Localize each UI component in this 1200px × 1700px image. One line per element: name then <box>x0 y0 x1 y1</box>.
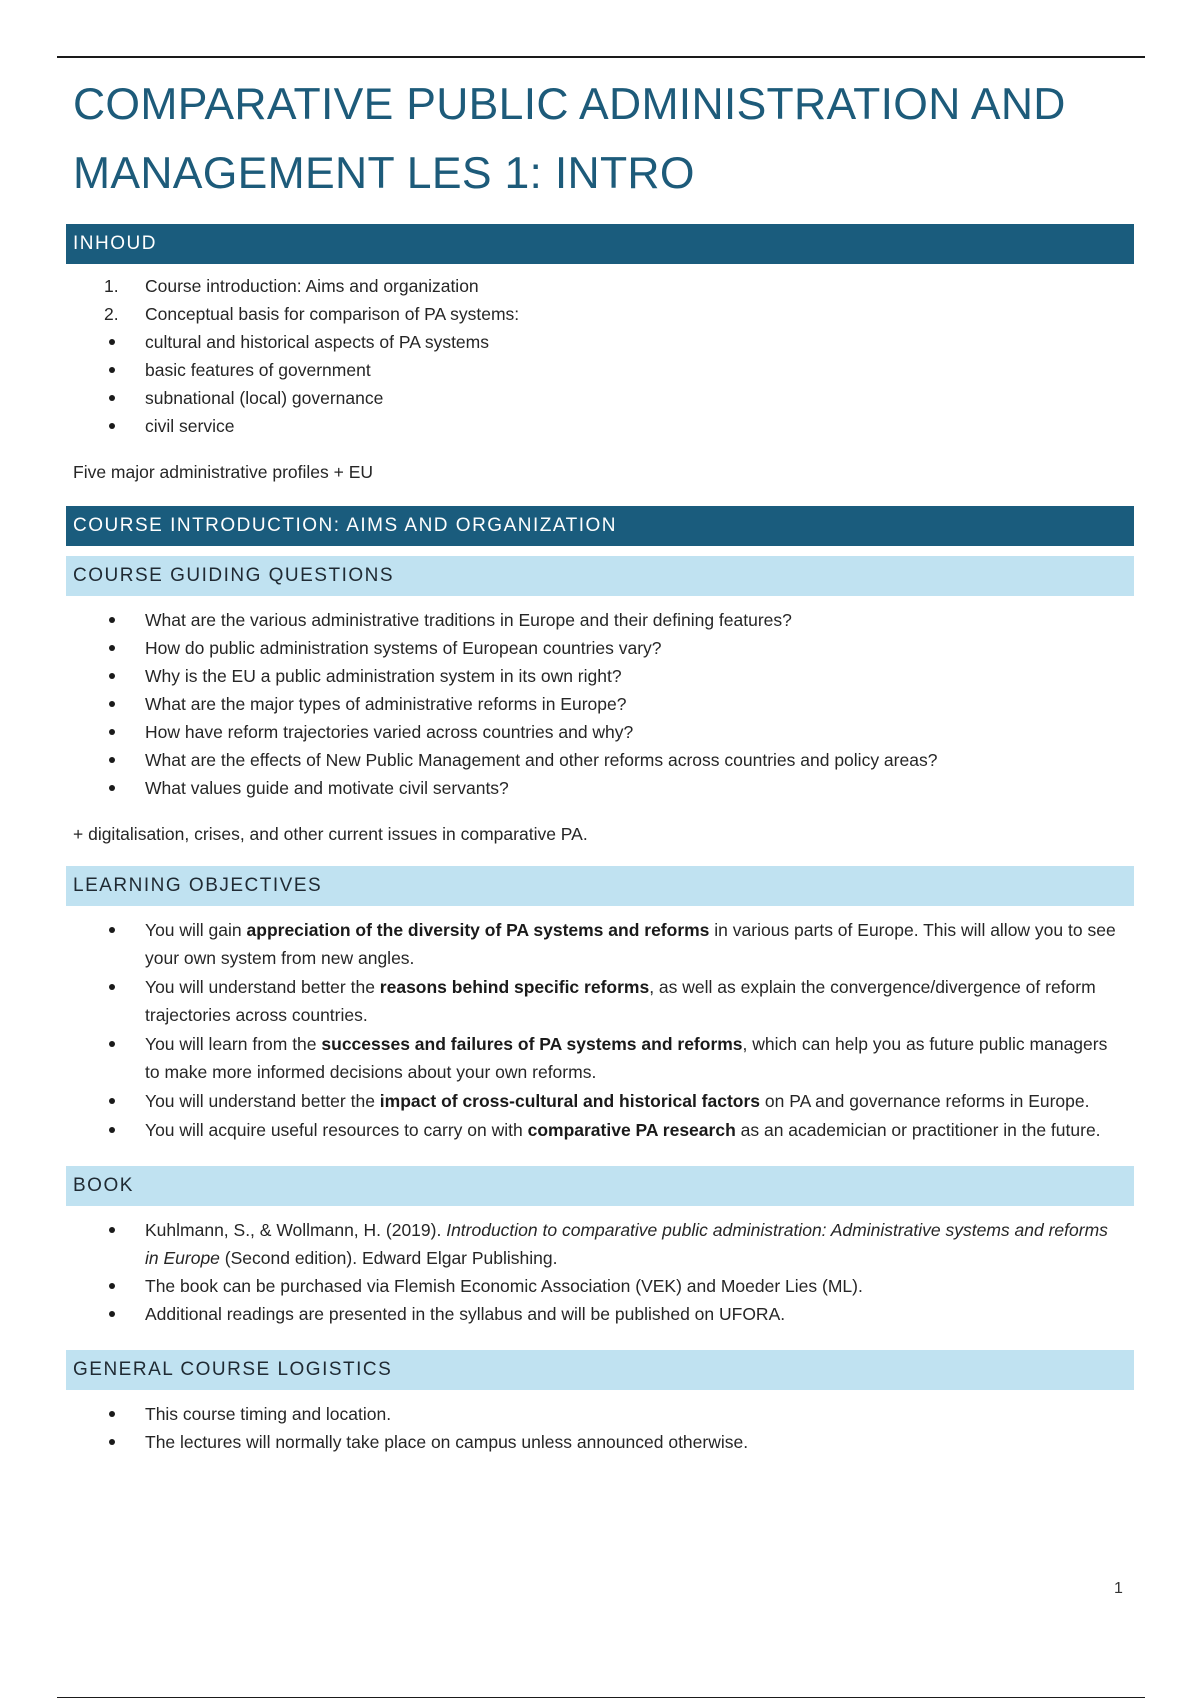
list-item <box>66 384 1134 412</box>
list-item-text: civil service <box>145 416 235 436</box>
objective-emphasis: appreciation of the diversity of PA systems and reforms <box>246 920 710 940</box>
list-item-text: basic features of government <box>145 360 371 380</box>
list-item <box>66 300 1134 328</box>
list-item <box>66 328 1134 356</box>
list-item <box>66 606 1134 634</box>
list-item <box>66 774 1134 802</box>
objective-emphasis: comparative PA research <box>527 1120 736 1140</box>
list-item <box>66 1300 1134 1328</box>
list-item <box>66 690 1134 718</box>
objective-text: You will gain <box>145 920 247 940</box>
list-item <box>66 718 1134 746</box>
list-item <box>66 1216 1134 1272</box>
list-item <box>66 973 1134 1029</box>
objective-text: You will understand better the <box>145 977 380 997</box>
objective-text: , which can help you as future public managers to make more informed decisions about your own reforms. <box>145 1034 1108 1082</box>
list-item-text: The book can be purchased via Flemish Economic Association (VEK) and Moeder Lies (ML). <box>145 1276 863 1296</box>
list-item <box>66 1087 1134 1115</box>
document-page <box>66 70 1134 1456</box>
list-item <box>66 1428 1134 1456</box>
title-line-1: COMPARATIVE PUBLIC ADMINISTRATION AND <box>73 80 1066 129</box>
learning-objectives-heading: LEARNING OBJECTIVES <box>66 866 1134 906</box>
page-number: 1 <box>1114 1580 1123 1597</box>
top-rule <box>57 56 1145 58</box>
list-item-text: This course timing and location. <box>145 1404 392 1424</box>
title-line-2: MANAGEMENT LES 1: INTRO <box>73 149 695 198</box>
list-item-text: Why is the EU a public administration system in its own right? <box>145 666 622 686</box>
document-title <box>73 70 1134 208</box>
inhoud-list <box>66 272 1134 440</box>
book-title: Introduction to comparative public administration: Administrative systems and reforms in Europe <box>145 1220 1108 1268</box>
course-intro-heading: COURSE INTRODUCTION: AIMS AND ORGANIZATION <box>66 506 1134 546</box>
list-item <box>66 916 1134 972</box>
list-item-text: What are the effects of New Public Management and other reforms across countries and policy areas? <box>145 750 938 770</box>
bottom-rule <box>57 1697 1145 1698</box>
list-item <box>66 634 1134 662</box>
book-reference-text: (Second edition). Edward Elgar Publishing. <box>219 1248 558 1268</box>
list-item <box>66 412 1134 440</box>
list-item <box>66 1116 1134 1144</box>
book-heading: BOOK <box>66 1166 1134 1206</box>
logistics-list <box>66 1400 1134 1456</box>
objective-emphasis: reasons behind specific reforms <box>379 977 650 997</box>
list-number: 1. <box>104 276 119 296</box>
objective-emphasis: successes and failures of PA systems and reforms <box>321 1034 743 1054</box>
list-item-text: The lectures will normally take place on campus unless announced otherwise. <box>145 1432 749 1452</box>
list-item-text: cultural and historical aspects of PA systems <box>145 332 489 352</box>
objective-text: You will understand better the <box>145 1091 380 1111</box>
objective-text: , as well as explain the convergence/divergence of reform trajectories across countries. <box>145 977 1096 1025</box>
list-item-text: Conceptual basis for comparison of PA systems: <box>145 304 520 324</box>
list-item-text: Additional readings are presented in the syllabus and will be published on UFORA. <box>145 1304 786 1324</box>
list-item-text: subnational (local) governance <box>145 388 384 408</box>
book-list <box>66 1216 1134 1328</box>
objective-text: in various parts of Europe. This will allow you to see your own system from new angles. <box>145 920 1116 968</box>
list-item <box>66 1400 1134 1428</box>
objective-text: on PA and governance reforms in Europe. <box>760 1091 1090 1111</box>
inhoud-note: Five major administrative profiles + EU <box>73 462 374 482</box>
book-reference-text: Kuhlmann, S., & Wollmann, H. (2019). <box>145 1220 447 1240</box>
list-item-text: Course introduction: Aims and organization <box>145 276 479 296</box>
list-item <box>66 356 1134 384</box>
objective-text: You will learn from the <box>145 1034 322 1054</box>
list-item <box>66 272 1134 300</box>
list-item-text: What values guide and motivate civil servants? <box>145 778 509 798</box>
logistics-heading: GENERAL COURSE LOGISTICS <box>66 1350 1134 1390</box>
list-item <box>66 1272 1134 1300</box>
inhoud-heading: INHOUD <box>66 224 1134 264</box>
list-item <box>66 662 1134 690</box>
guiding-questions-heading: COURSE GUIDING QUESTIONS <box>66 556 1134 596</box>
list-item-text: What are the various administrative traditions in Europe and their defining features? <box>145 610 792 630</box>
list-item <box>66 1030 1134 1086</box>
objective-text: You will acquire useful resources to carry on with <box>145 1120 528 1140</box>
list-item-text: How do public administration systems of European countries vary? <box>145 638 662 658</box>
guiding-questions-list <box>66 606 1134 802</box>
list-item <box>66 746 1134 774</box>
list-number: 2. <box>104 304 119 324</box>
learning-objectives-list <box>66 916 1134 1144</box>
objective-emphasis: impact of cross-cultural and historical factors <box>379 1091 761 1111</box>
list-item-text: What are the major types of administrative reforms in Europe? <box>145 694 627 714</box>
list-item-text: How have reform trajectories varied across countries and why? <box>145 722 634 742</box>
objective-text: as an academician or practitioner in the future. <box>735 1120 1101 1140</box>
guiding-note: + digitalisation, crises, and other current issues in comparative PA. <box>73 824 588 844</box>
